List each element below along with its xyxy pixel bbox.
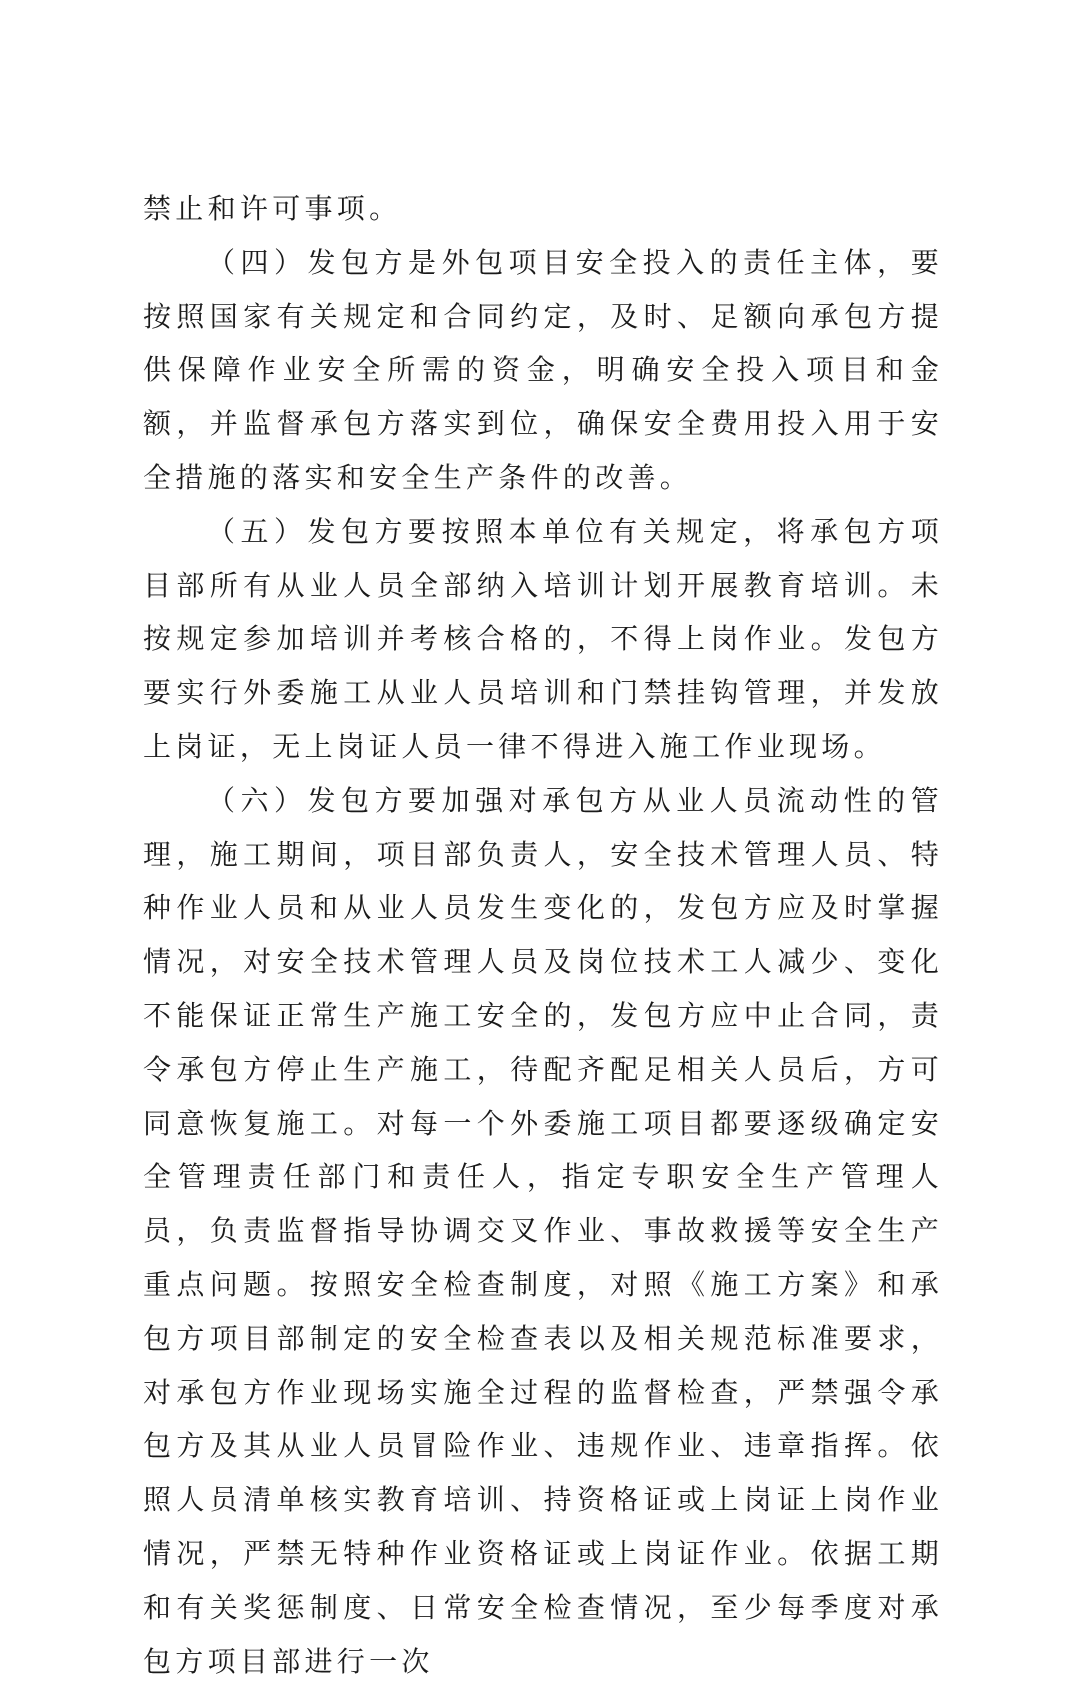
paragraph-item-5: （五）发包方要按照本单位有关规定，将承包方项目部所有从业人员全部纳入培训计划开展教育培训。未按规定参加培训并考核合格的，不得上岗作业。发包方要实行外委施工从业人员培训和门禁挂钩管理，并发放上岗证，无上岗证人员一律不得进入施工作业现场。	[143, 514, 943, 763]
paragraph-item-6: （六）发包方要加强对承包方从业人员流动性的管理，施工期间，项目部负责人，安全技术管理人员、特种作业人员和从业人员发生变化的，发包方应及时掌握情况，对安全技术管理人员及岗位技术工人减少、变化不能保证正常生产施工安全的，发包方应中止合同，责令承包方停止生产施工，待配齐配足相关人员后，方可同意恢复施工。对每一个外委施工项目都要逐级确定安全管理责任部门和责任人，指定专职安全生产管理人员，负责监督指导协调交叉作业、事故救援等安全生产重点问题。按照安全检查制度，对照《施工方案》和承包方项目部制定的安全检查表以及相关规范标准要求，对承包方作业现场实施全过程的监督检查，严禁强令承包方及其从业人员冒险作业、违规作业、违章指挥。依照人员清单核实教育培训、持资格证或上岗证上岗作业情况，严禁无特种作业资格证或上岗证作业。依据工期和有关奖惩制度、日常安全检查情况，至少每季度对承包方项目部进行一次	[143, 783, 943, 1678]
document-body	[143, 182, 943, 1688]
paragraph-continuation: 禁止和许可事项。	[143, 192, 402, 225]
paragraph-item-4: （四）发包方是外包项目安全投入的责任主体，要按照国家有关规定和合同约定，及时、足额向承包方提供保障作业安全所需的资金，明确安全投入项目和金额，并监督承包方落实到位，确保安全费用投入用于安全措施的落实和安全生产条件的改善。	[143, 245, 943, 494]
